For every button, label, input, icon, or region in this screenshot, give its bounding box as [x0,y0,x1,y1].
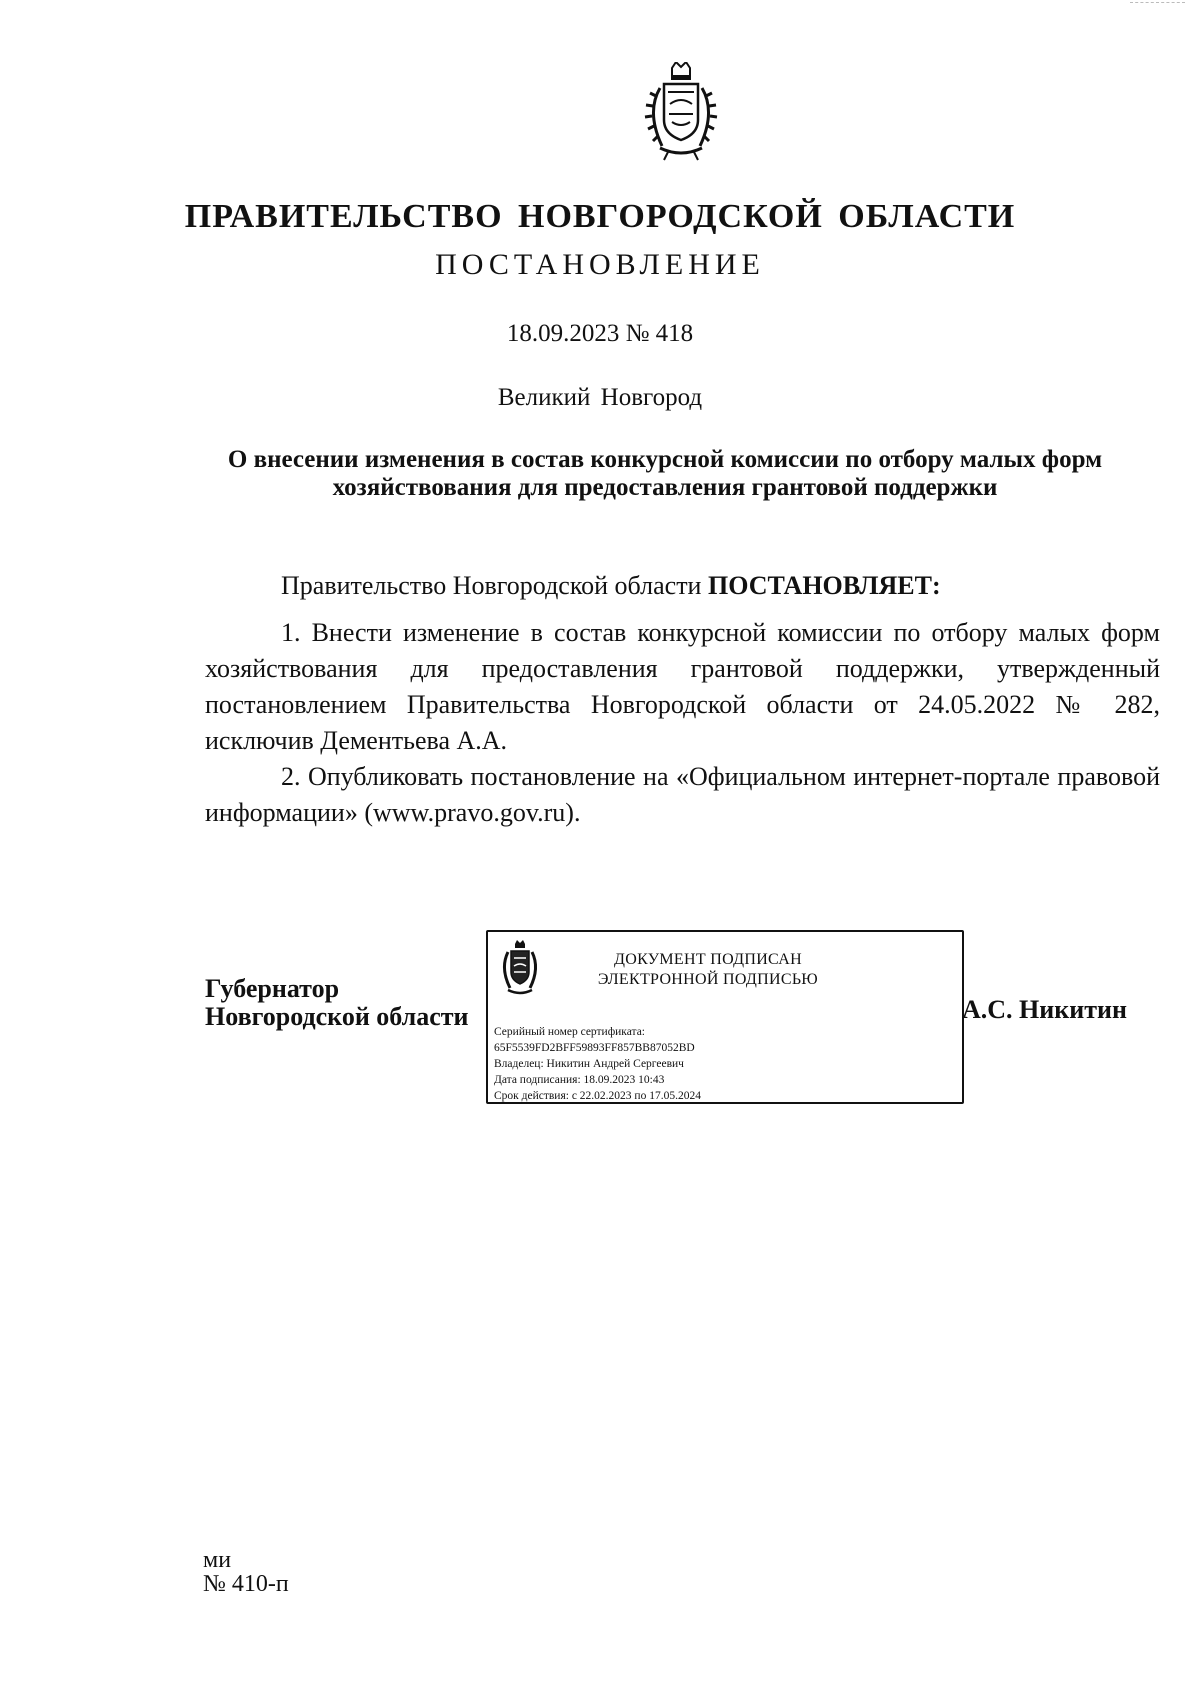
coat-of-arms-icon [498,940,542,996]
esig-serial-value: 65F5539FD2BFF59893FF857BB87052BD [494,1042,695,1054]
signer-title-line1: Губернатор [205,974,340,1003]
scan-artifact [1130,2,1185,5]
document-subject: О внесении изменения в состав конкурсной комиссии по отбору малых форм хозяйствования для предоставления грантовой поддержки [227,446,1103,501]
coat-of-arms-icon [638,62,724,162]
preamble-resolves: ПОСТАНОВЛЯЕТ: [707,571,941,600]
preamble [205,568,1160,604]
government-title: ПРАВИТЕЛЬСТВО НОВГОРОДСКОЙ ОБЛАСТИ [184,198,1016,235]
esig-header [558,950,858,990]
esig-owner: Владелец: Никитин Андрей Сергеевич [494,1058,684,1070]
paragraph-2: 2. Опубликовать постановление на «Официальном интернет-портале правовой информации» (www.pravo.gov.ru). [205,762,1160,827]
footer-initials: ми [203,1547,232,1573]
esig-serial-label: Серийный номер сертификата: [494,1026,645,1038]
footer-code [203,1548,289,1596]
signer-title-line2: Новгородской области [205,1002,469,1031]
esig-details [494,1024,701,1104]
document-type: ПОСТАНОВЛЕНИЕ [435,248,765,281]
document-date-number: 18.09.2023 № 418 [506,320,694,347]
preamble-text: Правительство Новгородской области [281,571,708,600]
document-city: Великий Новгород [497,384,703,411]
footer-number: № 410-п [203,1571,289,1597]
signer-title [205,975,469,1031]
esig-validity: Срок действия: с 22.02.2023 по 17.05.2024 [494,1090,701,1102]
electronic-signature-stamp [486,930,964,1104]
esig-header-line1: ДОКУМЕНТ ПОДПИСАН [614,951,802,968]
esig-signed-date: Дата подписания: 18.09.2023 10:43 [494,1074,665,1086]
signer-name: А.С. Никитин [962,995,1127,1024]
esig-header-line2: ЭЛЕКТРОННОЙ ПОДПИСЬЮ [597,971,819,988]
paragraph-1: 1. Внести изменение в состав конкурсной комиссии по отбору малых форм хозяйствования для предоставления грантовой поддержки, утвержденный постановлением Правительства Новгородской области от 24.05.2022 № 282, исключив Дементьева А.А. [205,618,1160,755]
